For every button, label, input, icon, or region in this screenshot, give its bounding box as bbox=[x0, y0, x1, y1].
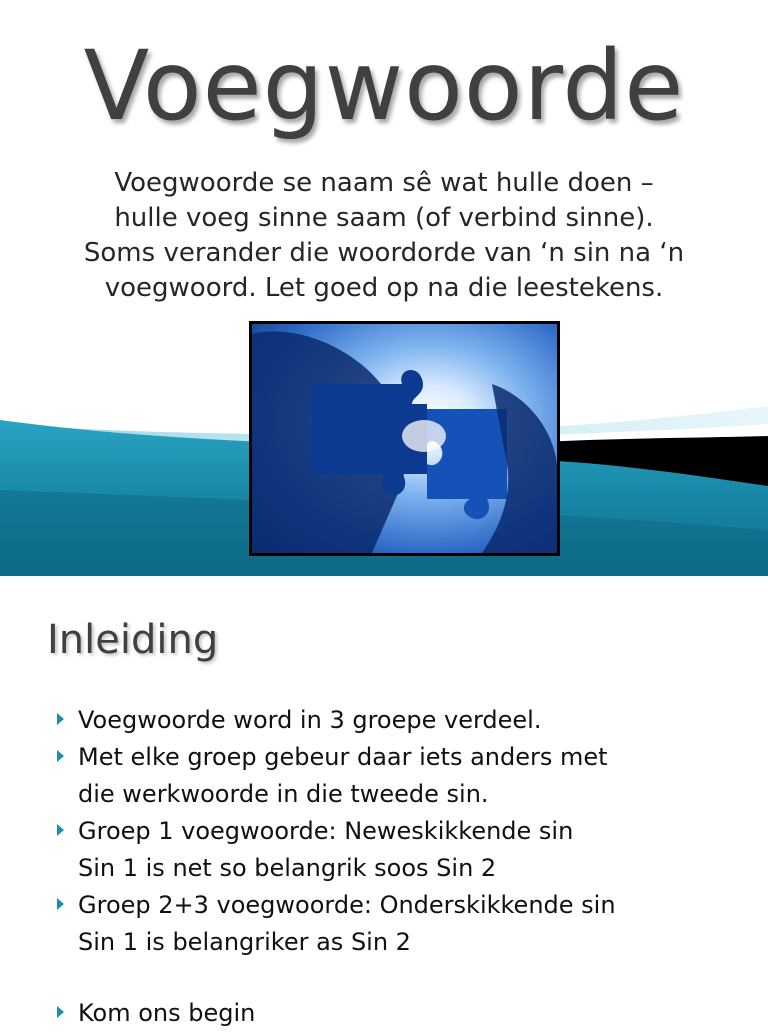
intro-line: Soms verander die woordorde van ‘n sin na ‘n bbox=[83, 238, 685, 268]
intro-line: hulle voeg sinne saam (of verbind sinne). bbox=[114, 203, 654, 233]
intro-line: voegwoord. Let goed op na die leestekens. bbox=[104, 273, 664, 303]
triangle-bullet-icon bbox=[57, 750, 64, 762]
intro-line: Voegwoorde se naam sê wat hulle doen – bbox=[114, 168, 654, 198]
bullet-item bbox=[0, 813, 768, 887]
slide-title: Voegwoorde bbox=[83, 30, 685, 142]
bullet-text: Groep 2+3 voegwoorde: Onderskikkende sin bbox=[78, 891, 616, 919]
bullet-text: Voegwoorde word in 3 groepe verdeel. bbox=[78, 706, 542, 734]
slide-heading: Inleiding bbox=[47, 617, 219, 663]
puzzle-icon bbox=[252, 324, 557, 553]
bullet-text: Sin 1 is belangriker as Sin 2 bbox=[78, 928, 411, 956]
bullet-text: Sin 1 is net so belangrik soos Sin 2 bbox=[78, 854, 497, 882]
bullet-text: Groep 1 voegwoorde: Neweskikkende sin bbox=[78, 817, 574, 845]
bullet-item bbox=[0, 887, 768, 961]
bullet-item bbox=[0, 702, 768, 739]
triangle-bullet-icon bbox=[57, 824, 64, 836]
puzzle-photo bbox=[249, 321, 560, 556]
triangle-bullet-icon bbox=[57, 1006, 64, 1018]
bullet-spacer bbox=[0, 961, 768, 995]
bullet-item bbox=[0, 739, 768, 813]
bullet-item bbox=[0, 995, 768, 1032]
intro-text bbox=[0, 166, 768, 306]
bullet-list bbox=[0, 702, 768, 1032]
bullet-text: Met elke groep gebeur daar iets anders met bbox=[78, 743, 608, 771]
triangle-bullet-icon bbox=[57, 713, 64, 725]
bullet-text: Kom ons begin bbox=[78, 999, 256, 1027]
triangle-bullet-icon bbox=[57, 898, 64, 910]
slide-2 bbox=[0, 576, 768, 1027]
bullet-text: die werkwoorde in die tweede sin. bbox=[78, 780, 489, 808]
